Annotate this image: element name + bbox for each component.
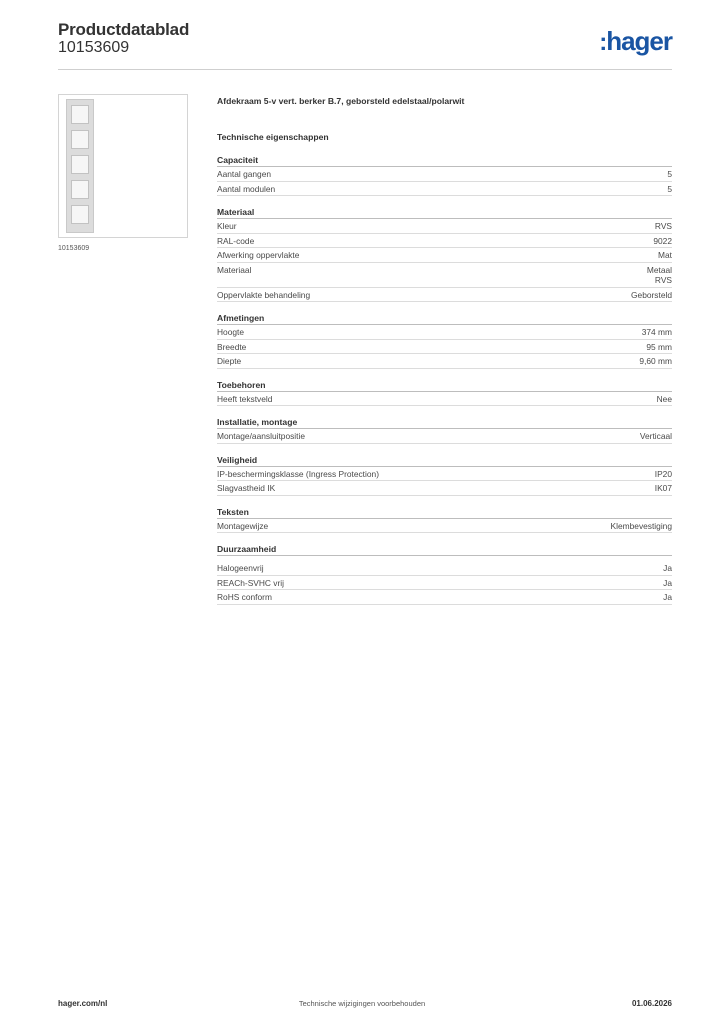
spec-value-line: 9,60 mm <box>639 356 672 366</box>
section-title: Afmetingen <box>217 313 672 325</box>
spec-row <box>217 340 672 355</box>
spec-label: RAL-code <box>217 235 255 246</box>
spec-value-line: 5 <box>667 169 672 179</box>
frame-opening <box>71 155 89 174</box>
spec-value-line: RVS <box>654 221 672 231</box>
spec-label: Aantal gangen <box>217 169 272 179</box>
spec-label: Halogeenvrij <box>217 563 264 573</box>
hager-logo <box>599 28 672 55</box>
frame-opening <box>71 105 89 124</box>
spec-value-line: IP20 <box>654 468 672 479</box>
spec-section <box>217 544 672 605</box>
spec-value <box>663 563 672 574</box>
spec-label: Afwerking oppervlakte <box>217 250 300 260</box>
spec-value-line: 374 mm <box>641 327 672 337</box>
spec-value-line: RVS <box>654 275 672 285</box>
spec-value <box>655 469 672 480</box>
header-divider <box>58 69 672 70</box>
spec-label: Slagvastheid IK <box>217 483 276 493</box>
product-image-frame <box>66 99 94 233</box>
spec-value-line: Mat <box>658 250 672 260</box>
spec-row <box>217 248 672 263</box>
spec-value-line: IK07 <box>654 483 672 493</box>
spec-value <box>655 221 672 232</box>
section-title: Duurzaamheid <box>217 544 672 556</box>
frame-opening <box>71 205 89 224</box>
spec-value-line: Geborsteld <box>631 289 672 300</box>
spec-value-line: Nee <box>656 393 672 404</box>
spec-value <box>639 356 672 367</box>
spec-value <box>646 342 672 353</box>
spec-row <box>217 392 672 407</box>
spec-label: Breedte <box>217 341 247 352</box>
logo-dots: : <box>599 29 606 56</box>
spec-row <box>217 234 672 249</box>
spec-value <box>663 592 672 603</box>
spec-section <box>217 380 672 407</box>
spec-value-line: Ja <box>663 592 672 602</box>
spec-value-line: Metaal <box>646 264 672 275</box>
spec-section <box>217 313 672 369</box>
spec-row <box>217 467 672 482</box>
spec-value <box>655 483 672 494</box>
spec-label: REACh-SVHC vrij <box>217 577 285 588</box>
spec-value <box>647 265 672 286</box>
section-title: Capaciteit <box>217 155 672 167</box>
section-title: Toebehoren <box>217 380 672 392</box>
spec-section <box>217 507 672 534</box>
spec-sections <box>217 155 672 605</box>
spec-section <box>217 155 672 196</box>
spec-row <box>217 590 672 605</box>
spec-row <box>217 288 672 303</box>
spec-row <box>217 561 672 576</box>
spec-value <box>663 578 672 589</box>
spec-value-line: 5 <box>667 183 672 194</box>
spec-label: RoHS conform <box>217 592 272 602</box>
spec-label: IP-beschermingsklasse (Ingress Protection) <box>217 468 379 479</box>
section-title: Installatie, montage <box>217 417 672 429</box>
product-image-caption: 10153609 <box>58 245 90 252</box>
spec-value <box>640 431 672 442</box>
spec-row <box>217 182 672 197</box>
section-title: Materiaal <box>217 207 672 219</box>
spec-section <box>217 417 672 444</box>
spec-value <box>642 327 672 338</box>
spec-row <box>217 325 672 340</box>
section-title: Veiligheid <box>217 455 672 467</box>
spec-row <box>217 576 672 591</box>
spec-value-line: 9022 <box>653 235 672 246</box>
spec-value-line: Ja <box>663 577 672 588</box>
spec-row <box>217 219 672 234</box>
spec-label: Kleur <box>217 221 237 231</box>
spec-label: Heeft tekstveld <box>217 393 273 404</box>
spec-label: Hoogte <box>217 327 245 337</box>
spec-label: Montage/aansluitpositie <box>217 431 305 441</box>
spec-row <box>217 519 672 534</box>
spec-value <box>658 250 672 261</box>
spec-row <box>217 481 672 496</box>
spec-row <box>217 354 672 369</box>
frame-opening <box>71 180 89 199</box>
spec-label: Oppervlakte behandeling <box>217 289 311 300</box>
spec-value <box>657 394 672 405</box>
frame-opening <box>71 130 89 149</box>
footer-disclaimer: Technische wijzigingen voorbehouden <box>298 999 426 1008</box>
tech-properties-heading: Technische eigenschappen <box>217 132 329 142</box>
spec-label: Materiaal <box>217 264 252 275</box>
spec-section <box>217 207 672 302</box>
spec-value-line: 95 mm <box>646 341 672 352</box>
spec-label: Diepte <box>217 356 242 366</box>
spec-value <box>611 521 672 532</box>
page-title: Productdatablad <box>58 20 190 39</box>
spec-label: Aantal modulen <box>217 183 276 194</box>
spec-row <box>217 263 672 288</box>
spec-value <box>667 169 672 180</box>
spec-value <box>653 236 672 247</box>
spec-value-line: Ja <box>663 563 672 573</box>
footer-date: 01.06.2026 <box>631 999 672 1008</box>
spec-value-line: Klembevestiging <box>610 520 672 531</box>
spec-value-line: Verticaal <box>639 431 672 441</box>
spec-section <box>217 455 672 496</box>
spec-row <box>217 429 672 444</box>
product-number: 10153609 <box>58 39 130 56</box>
footer-website: hager.com/nl <box>58 999 108 1008</box>
spec-content <box>217 96 672 616</box>
spec-row <box>217 167 672 182</box>
spec-label: Montagewijze <box>217 520 269 531</box>
spec-value <box>667 184 672 195</box>
product-title: Afdekraam 5-v vert. berker B.7, geborsteld edelstaal/polarwit <box>217 96 465 106</box>
spec-value <box>631 290 672 301</box>
logo-text: hager <box>606 26 672 56</box>
section-title: Teksten <box>217 507 672 519</box>
